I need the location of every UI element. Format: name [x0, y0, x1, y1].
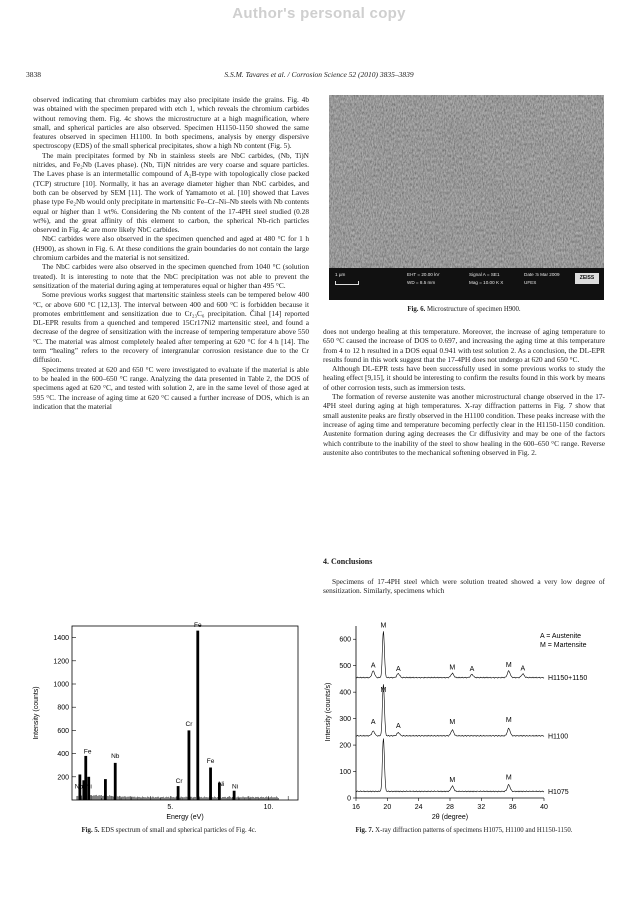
peak-label: M — [449, 777, 456, 785]
peak-label: Fe — [193, 622, 202, 630]
series-label: H1075 — [548, 788, 569, 796]
peak-label: Nb — [111, 753, 120, 761]
x-tick-label: 36 — [508, 804, 517, 811]
y-tick-label: 1400 — [53, 635, 69, 643]
peak-label: M — [380, 687, 387, 695]
y-tick-label: 100 — [339, 769, 351, 777]
spectrum-peak — [84, 756, 87, 800]
paragraph: The NbC carbides were also observed in the specimen quenched from 1040 °C (solution treated). It is interesting to note that the NbC precipitation was not able to prevent the sensitization of the material during aging at temperatures equal or higher than 495 °C. — [33, 262, 309, 290]
scale-bar-label: 1 µm — [335, 272, 346, 277]
watermark: Author's personal copy — [232, 5, 406, 22]
peak-label: Fe — [206, 757, 215, 765]
spectrum-peak — [188, 730, 191, 800]
x-tick-label: 5. — [167, 804, 174, 811]
fig6-label: Fig. 6. — [407, 306, 426, 313]
paragraph: Some previous works suggest that martensitic stainless steels can be tempered below 400 °C, or above 600 °C [12,13]. The interval between 400 and 600 °C is forbidden because it promotes embrittlement and sensitization due to Cr₂₃C₆ precipitation. Čihal [14] reported DL-EPR results from a quenched and tempered 15Cr17Ni2 martensitic steel, and found a decrease of the degree of sensitization with the increase of tempering temperature above 550 °C. The material was almost completely healed after tempering at 620 °C for 4 h [14]. The term “healing” refers to the recovery of intergranular corrosion resistance due to the Cr diffusion. — [33, 290, 309, 365]
peak-label: A — [395, 722, 401, 730]
peak-label: Cr — [185, 720, 193, 728]
info-wd: WD = 8.5 mm — [407, 280, 436, 285]
x-tick-label: 28 — [446, 804, 454, 811]
y-tick-label: 0 — [347, 795, 351, 803]
x-tick-label: 40 — [540, 804, 548, 811]
spectrum-peak — [209, 768, 212, 800]
fig5-caption — [28, 827, 310, 834]
y-tick-label: 300 — [339, 716, 351, 724]
peak-label: M — [449, 664, 456, 672]
peak-label: Fe — [83, 748, 92, 756]
spectrum-peak — [104, 779, 107, 800]
x-tick-label: 10. — [263, 804, 274, 811]
x-axis-label: Energy (eV) — [166, 814, 204, 821]
info-date: Date :5 Mar 2009 — [524, 272, 560, 277]
running-head: S.S.M. Tavares et al. / Corrosion Science 52 (2010) 3835–3839 — [224, 70, 414, 79]
page-number: 3838 — [26, 70, 41, 79]
series-label: H1150+1150 — [548, 675, 588, 683]
paragraph: NbC carbides were also observed in the specimen quenched and aged at 480 °C for 1 h (H900), as shown in Fig. 6. At these conditions the grain boundaries do not contain the large chromium carbides and the material is not sensitized. — [33, 234, 309, 263]
y-tick-label: 200 — [57, 774, 69, 782]
y-tick-label: 1200 — [53, 658, 69, 666]
scale-bar — [335, 281, 359, 285]
y-axis-label: Intensity (counts/s) — [325, 682, 332, 742]
x-axis-label: 2θ (degree) — [431, 814, 469, 821]
peak-label: M — [505, 774, 512, 782]
spectrum-peak — [233, 791, 236, 800]
paragraph: Although DL-EPR tests have been successfully used in some previous works to study the healing effect [9,15], it should be interesting to confirm the results found in this work by means of other corrosion tests, such as immersion tests. — [323, 364, 605, 392]
info-lab: UFES — [524, 280, 537, 285]
peak-label: M — [449, 718, 456, 726]
legend-entry: M = Martensite — [540, 642, 587, 649]
peak-label: M — [505, 662, 512, 670]
y-tick-label: 400 — [339, 689, 351, 697]
paragraph: The main precipitates formed by Nb in stainless steels are NbC carbides, (Nb, Ti)N nitrides, and Fe₂Nb (Laves phase). (Nb, Ti)N nitrides are very coarse and square particles. The Laves phase is an intermetallic compound of A₂B-type with topologically close packed (TCP) structure [10]. Normally, it has an average diameter higher than NbC carbides, and both can be observed by SEM [11]. The work of Yamamoto et al. [10] showed that Laves phase type Fe₂Nb would only precipitate in martensitic Fe–Cr–Ni–Nb steels with Nb contents equal or higher than 1 wt%. Considering the Nb content of the 17-4PH steel studied (0.28 wt%), and the great affinity of this element to carbon, the spherical Nb-rich particles observed in Fig. 4c are more likely NbC carbides. — [33, 150, 309, 235]
y-tick-label: 200 — [339, 742, 351, 750]
spectrum-peak — [177, 786, 180, 800]
fig7-label: Fig. 7. — [355, 827, 374, 834]
peak-label: A — [395, 665, 401, 673]
info-signal: Signal A = SE1 — [469, 272, 500, 277]
peak-label: A — [370, 718, 376, 726]
paragraph: Specimens of 17-4PH steel which were solution treated showed a very low degree of sensitization. Similarly, specimens which — [323, 577, 605, 596]
fig5-caption-text: EDS spectrum of small and spherical particles of Fig. 4c. — [101, 827, 257, 834]
peak-label: Ni — [232, 783, 239, 791]
fig7-caption-text: X-ray diffraction patterns of specimens H1075, H1100 and H1150-1150. — [375, 827, 573, 834]
fig7-caption — [318, 827, 610, 834]
y-tick-label: 800 — [57, 704, 69, 712]
fig7-xrd-chart — [318, 618, 610, 823]
fig5-eds-chart — [28, 618, 310, 823]
x-tick-label: 16 — [352, 804, 360, 811]
y-tick-label: 600 — [339, 636, 351, 644]
section-heading: 4. Conclusions — [323, 557, 373, 566]
x-tick-label: 24 — [414, 804, 423, 811]
fig6-caption — [323, 306, 605, 313]
spectrum-peak — [114, 763, 117, 800]
peak-label: A — [520, 665, 526, 673]
series-label: H1100 — [548, 733, 569, 741]
legend-entry: A = Austenite — [540, 633, 582, 640]
y-tick-label: 500 — [339, 663, 351, 671]
peak-label: Ni — [218, 781, 225, 789]
paragraph: does not undergo healing at this temperature. Moreover, the increase of aging temperature to 650 °C caused the increase of DOS to 0.697, and increasing the aging time at this temperature from 4 to 12 h resulted in a DOS equal 0.941 with test solution 2. As a conclusion, the DL-EPR results found in this work suggest that the 17-4PH does not undergo at 620 and 650 °C. — [323, 327, 605, 364]
left-column — [33, 95, 309, 411]
y-tick-label: 600 — [57, 727, 69, 735]
x-tick-label: 32 — [477, 804, 486, 811]
fig6-caption-text: Microstructure of specimen H900. — [427, 306, 521, 313]
y-tick-label: 1000 — [53, 681, 69, 689]
info-eht: EHT = 20.00 kV — [407, 272, 440, 277]
right-column — [323, 327, 605, 457]
info-mag: Mag = 10.00 K X — [469, 280, 504, 285]
peak-label: M — [380, 622, 387, 630]
micrograph-info-bar — [329, 268, 604, 300]
peak-label: M — [505, 716, 512, 724]
x-tick-label: 20 — [383, 804, 392, 811]
y-axis-label: Intensity (counts) — [33, 686, 40, 740]
spectrum-peak — [196, 631, 199, 800]
peak-label: A — [469, 665, 475, 673]
paragraph: observed indicating that chromium carbides may also precipitate inside the grains. Fig. 4b was obtained with the specimen prepared with etch 1, which reveals the chromium carbides without removing them. Fig. 4c shows the microstructure at a high magnification, where small, and spherical particles are also observed. Specimen H1150-1150 showed the same features observed in specimen H1100. In both specimens, analysis by energy dispersive spectroscopy (EDS) of the small spherical precipitates, show a high Nb content (Fig. 5). — [33, 95, 309, 151]
paragraph: The formation of reverse austenite was another microstructural change observed in the 17-4PH steel during aging at high temperatures. X-ray diffraction patterns in Fig. 7 show that small austenite peaks are firstly observed in the H1100 condition. These peaks increase with the increase of aging time and temperature becoming perfectly clear in the H1150-1150 condition. Austenite formation during aging decreases the Cr diffusivity and may be one of the factors which contribute to the inability of the steel to show healing in the 600–650 °C range. Reverse austenite also contributes to the mechanical softening observed in Fig. 2. — [323, 392, 605, 457]
paragraph: Specimens treated at 620 and 650 °C were investigated to evaluate if the material is able to be healed in the 600–650 °C range. Analyzing the data presented in Table 2, the DOS of specimens aged at 620 °C, and tested with solution 2, are in the same level of those aged at 595 °C. The increase of aging time at 620 °C caused a further increase of DOS, which is an indication that the material — [33, 364, 309, 411]
conclusions-text — [323, 577, 605, 596]
y-tick-label: 400 — [57, 751, 69, 759]
fig5-label: Fig. 5. — [81, 827, 100, 834]
plot-frame — [72, 626, 298, 800]
peak-label: A — [370, 662, 376, 670]
peak-label: Nb — [74, 783, 84, 791]
zeiss-logo: ZEISS — [575, 273, 599, 284]
peak-label: Ni — [85, 783, 92, 791]
peak-label: Cr — [175, 778, 183, 786]
